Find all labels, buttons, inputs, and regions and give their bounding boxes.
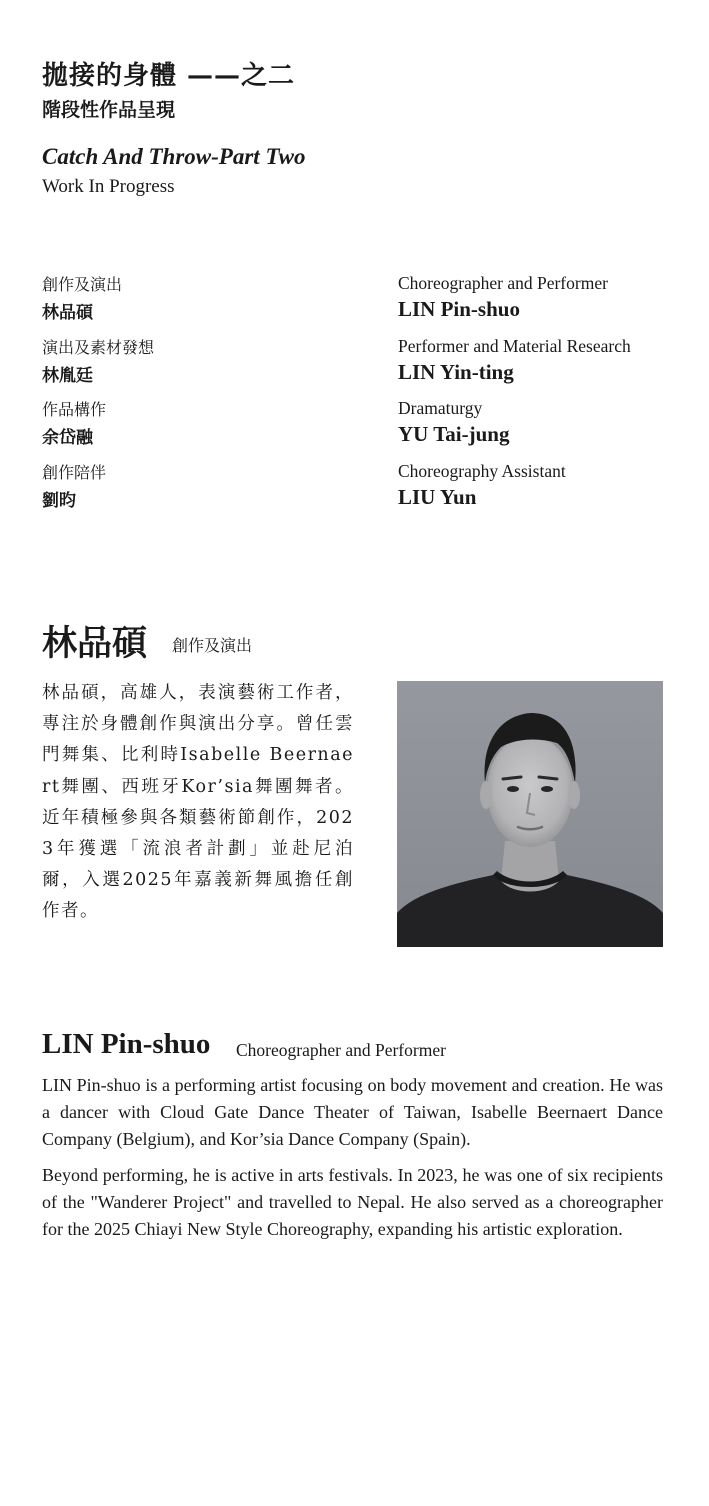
credit-name-zh: 林品碩 bbox=[42, 303, 93, 323]
bio-en-paragraph: Beyond performing, he is active in arts festivals. In 2023, he was one of six recipients of the "Wanderer Project" and travelled to Nepal. He also served as a choreographer for the 2025 Chiayi New Style Choreography, expanding his artistic exploration. bbox=[42, 1164, 663, 1240]
bio-zh-name: 林品碩 bbox=[42, 623, 148, 664]
bio-en-name: LIN Pin-shuo bbox=[42, 1028, 211, 1060]
credit-role-en: Dramaturgy bbox=[398, 398, 483, 418]
bio-zh-role: 創作及演出 bbox=[172, 636, 253, 655]
bio-en-text bbox=[42, 1072, 663, 1251]
credit-role-en: Performer and Material Research bbox=[398, 335, 631, 356]
title-en: Catch And Throw-Part Two bbox=[42, 144, 306, 169]
credit-row bbox=[42, 335, 682, 398]
credit-name-zh: 余岱融 bbox=[42, 428, 93, 448]
bio-zh-text: 林品碩，高雄人，表演藝術工作者，專注於身體創作與演出分享。曾任雲門舞集、比利時Isabelle Beernaert舞團、西班牙Kor’sia舞團舞者。近年積極參與各類藝術節創作，2023年獲選「流浪者計劃」並赴尼泊爾，入選2025年嘉義新舞風擔任創作者。 bbox=[42, 683, 354, 922]
bio-en-paragraph: LIN Pin-shuo is a performing artist focusing on body movement and creation. He was a dancer with Cloud Gate Dance Theater of Taiwan, Isabelle Beernaert Dance Company (Belgium), and Kor’sia Dance Company (Spain). bbox=[42, 1075, 663, 1150]
credit-role-en: Choreography Assistant bbox=[398, 460, 566, 481]
credit-name-en: YU Tai-jung bbox=[398, 422, 510, 446]
credit-role-zh: 演出及素材發想 bbox=[42, 337, 155, 357]
credit-name-en: LIN Yin-ting bbox=[398, 359, 514, 384]
credit-row bbox=[42, 272, 682, 335]
credits-list bbox=[42, 272, 682, 522]
credit-name-en: LIU Yun bbox=[398, 484, 477, 509]
credit-name-en: LIN Pin-shuo bbox=[398, 297, 520, 321]
credit-name-zh: 林胤廷 bbox=[42, 365, 93, 386]
credit-row bbox=[42, 460, 682, 523]
portrait-photo-icon bbox=[397, 681, 663, 947]
bio-en-role: Choreographer and Performer bbox=[236, 1040, 446, 1060]
portrait-photo bbox=[397, 681, 663, 947]
title-zh: 拋接的身體 ——之二 bbox=[42, 61, 296, 91]
credit-row bbox=[42, 397, 682, 460]
credit-role-zh: 創作及演出 bbox=[42, 275, 123, 294]
credit-name-zh: 劉昀 bbox=[42, 490, 76, 511]
credit-role-en: Choreographer and Performer bbox=[398, 273, 608, 293]
subtitle-zh: 階段性作品呈現 bbox=[42, 99, 176, 121]
credit-role-zh: 創作陪伴 bbox=[42, 462, 107, 482]
credit-role-zh: 作品構作 bbox=[42, 400, 107, 419]
subtitle-en: Work In Progress bbox=[42, 176, 175, 197]
